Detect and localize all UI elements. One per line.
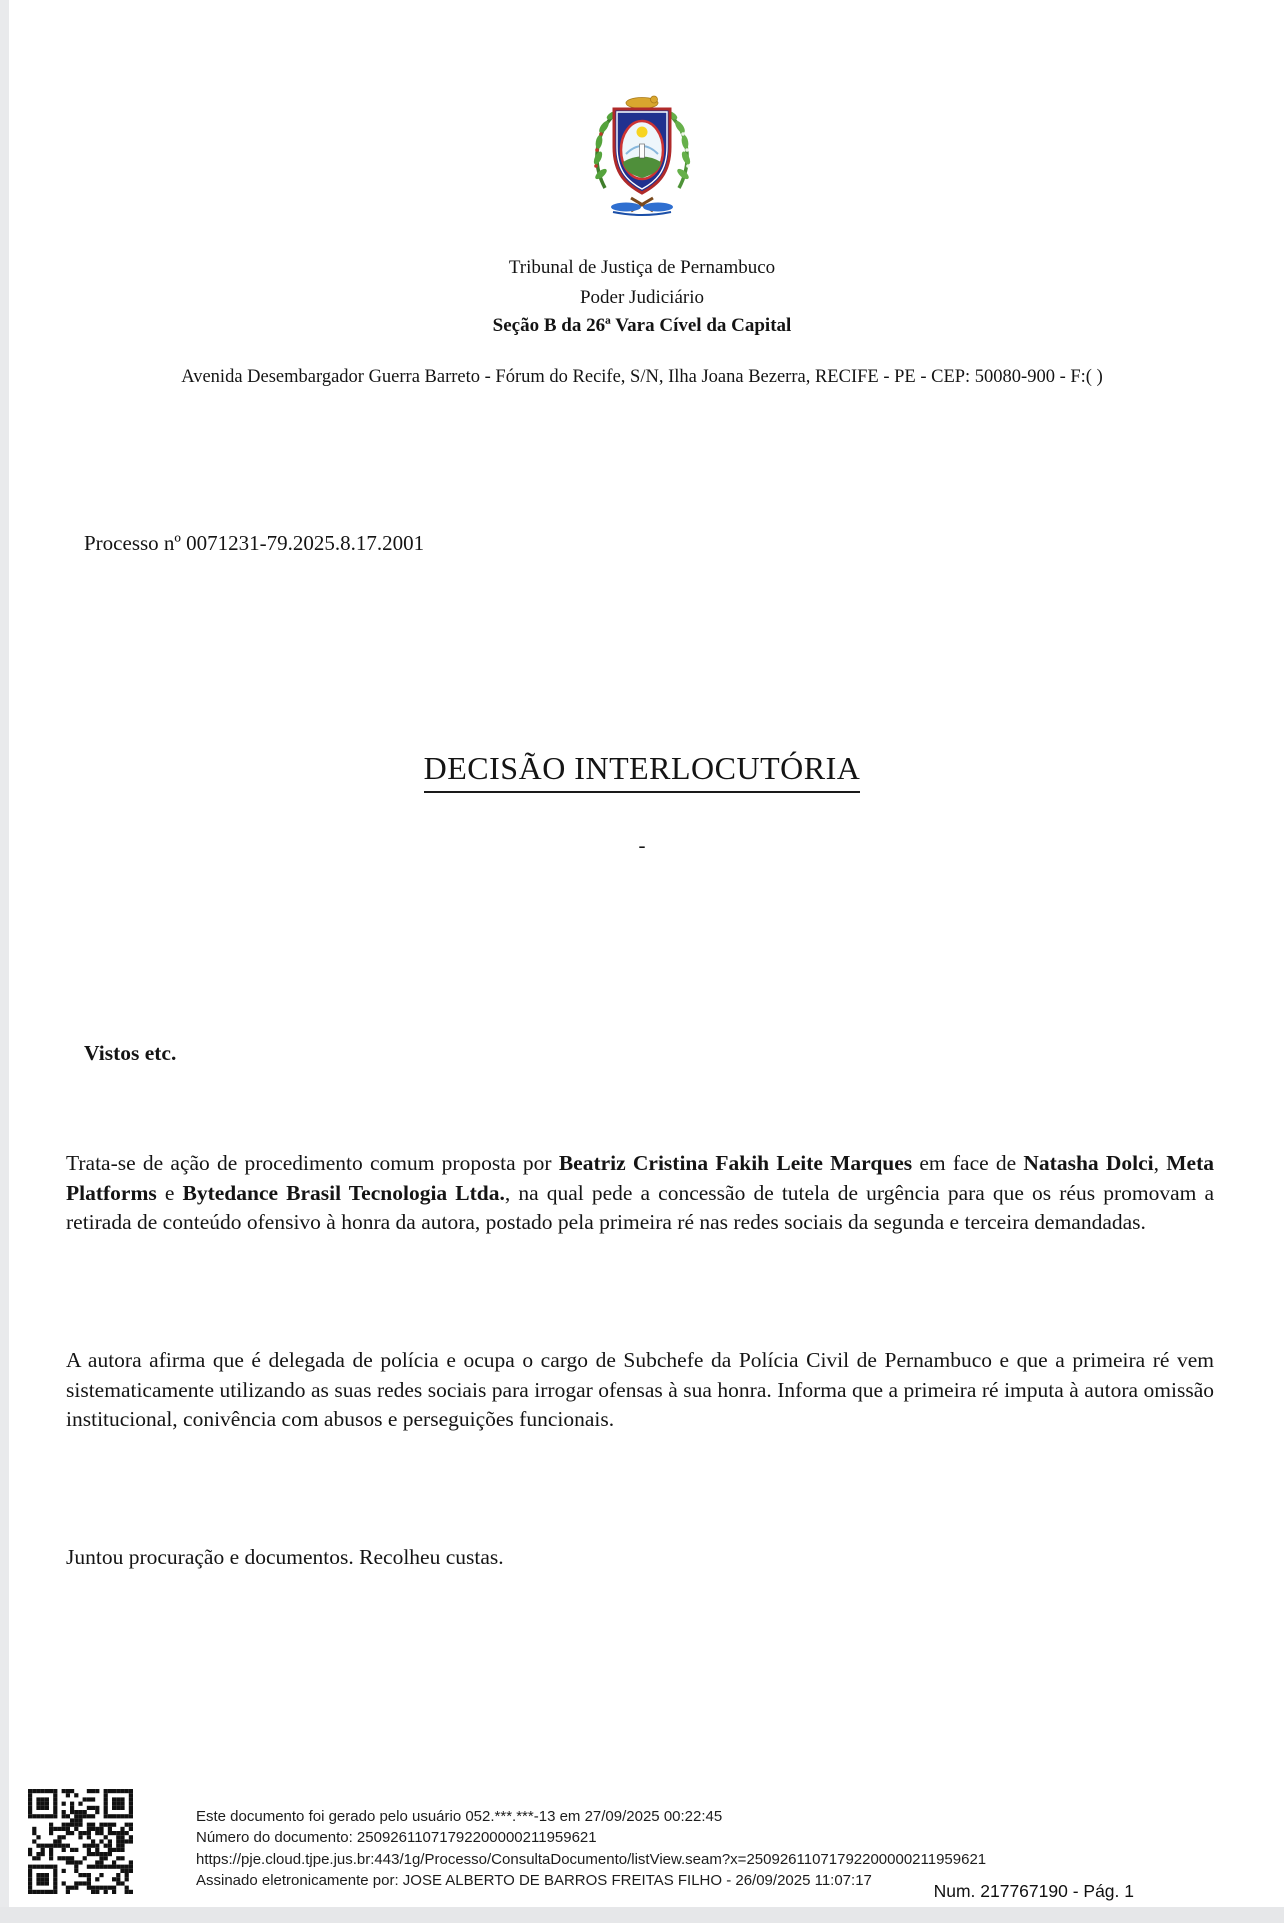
court-section: Seção B da 26ª Vara Cível da Capital bbox=[492, 315, 792, 336]
document-number-line: Número do documento: 25092611071792200000211959621 bbox=[196, 1829, 597, 1847]
process-number: Processo nº 0071231-79.2025.8.17.2001 bbox=[84, 531, 425, 555]
decision-paragraph: Juntou procuração e documentos. Recolheu custas. bbox=[66, 1545, 504, 1569]
decision-title: DECISÃO INTERLOCUTÓRIA bbox=[424, 750, 861, 793]
generated-by-line: Este documento foi gerado pelo usuário 052.***.***-13 em 27/09/2025 00:22:45 bbox=[196, 1808, 723, 1825]
court-address: Avenida Desembargador Guerra Barreto - Fórum do Recife, S/N, Ilha Joana Bezerra, RECIFE - PE - CEP: 50080-900 - F:( ) bbox=[181, 367, 1103, 387]
document-url-link[interactable]: https://pje.cloud.tjpe.jus.br:443/1g/Processo/ConsultaDocumento/listView.seam?x=25092611071792200000211959621 bbox=[196, 1850, 987, 1868]
qr-code bbox=[28, 1789, 133, 1894]
judiciary-branch: Poder Judiciário bbox=[579, 287, 704, 308]
dash-separator: - bbox=[638, 833, 646, 857]
decision-paragraph: Trata-se de ação de procedimento comum proposta por Beatriz Cristina Fakih Leite Marques em face de Natasha Dolci, Meta Platforms e Bytedance Brasil Tecnologia Ltda., na qual pede a concessão de tutela de urgência para que os réus promovam a retirada de conteúdo ofensivo à honra da autora, postado pela primeira ré nas redes sociais da segunda e terceira demandadas. bbox=[66, 1151, 1215, 1234]
court-name: Tribunal de Justiça de Pernambuco bbox=[508, 257, 776, 278]
footer-metadata bbox=[196, 1806, 1096, 1892]
decision-title-row bbox=[70, 750, 1214, 793]
pernambuco-coat-of-arms-icon bbox=[575, 90, 709, 230]
page-edge-bottom bbox=[0, 1907, 1284, 1923]
decision-paragraph: A autora afirma que é delegada de polícia e ocupa o cargo de Subchefe da Polícia Civil de Pernambuco e que a primeira ré vem sistematicamente utilizando as suas redes sociais para irrogar ofensas à sua honra. Informa que a primeira ré imputa à autora omissão institucional, conivência com abusos e perseguições funcionais. bbox=[66, 1348, 1214, 1431]
page-number-stamp: Num. 217767190 - Pág. 1 bbox=[933, 1881, 1134, 1901]
signature-line: Assinado eletronicamente por: JOSE ALBERTO DE BARROS FREITAS FILHO - 26/09/2025 11:07:17 bbox=[196, 1872, 872, 1890]
page-edge-left bbox=[0, 0, 9, 1923]
salutation: Vistos etc. bbox=[84, 1041, 177, 1065]
